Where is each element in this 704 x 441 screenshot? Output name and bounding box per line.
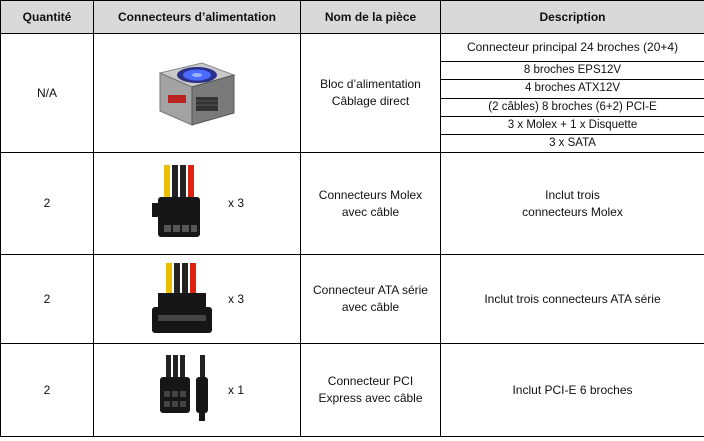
header-row xyxy=(1,1,704,34)
description-cell: (2 câbles) 8 broches (6+2) PCI-E xyxy=(441,98,704,116)
quantity-multiplier: x 3 xyxy=(227,196,244,210)
part-name-line: Connecteur PCI xyxy=(327,374,414,388)
description-cell: 3 x Molex + 1 x Disquette xyxy=(441,116,704,134)
description-line: Inclut trois xyxy=(545,187,600,202)
part-name-cell xyxy=(301,34,441,153)
quantity-cell: N/A xyxy=(1,34,94,153)
header-description: Description xyxy=(441,1,704,34)
description-cell: Inclut trois connecteurs ATA série xyxy=(441,255,704,344)
description-cell: Connecteur principal 24 broches (20+4) xyxy=(441,34,704,62)
part-name-line: Connecteur ATA série xyxy=(313,283,428,297)
table-row xyxy=(1,153,704,255)
quantity-multiplier: x 3 xyxy=(227,291,244,306)
power-supply-image xyxy=(152,53,242,133)
description-cell: 4 broches ATX12V xyxy=(441,80,704,98)
connector-image-cell xyxy=(94,255,301,344)
description-line: connecteurs Molex xyxy=(522,204,623,219)
part-name-line: Câblage direct xyxy=(331,94,410,108)
description-cell: 3 x SATA xyxy=(441,134,704,152)
header-connectors: Connecteurs d’alimentation xyxy=(94,1,301,34)
quantity-cell: 2 xyxy=(1,344,94,437)
description-cell: 8 broches EPS12V xyxy=(441,62,704,80)
table-row xyxy=(1,34,704,62)
connector-image-cell xyxy=(94,344,301,437)
quantity-multiplier: x 1 xyxy=(227,382,244,397)
part-name-line: Bloc d’alimentation xyxy=(320,77,421,91)
molex-connector-image xyxy=(150,163,220,245)
quantity-cell: 2 xyxy=(1,153,94,255)
part-name-cell xyxy=(301,344,441,437)
table-row xyxy=(1,344,704,437)
header-quantity: Quantité xyxy=(1,1,94,34)
part-name-line: Connecteurs Molex xyxy=(318,187,423,202)
part-name-line: avec câble xyxy=(341,300,400,314)
description-cell xyxy=(441,153,704,255)
pcie-connector-image xyxy=(150,351,220,429)
part-name-line: avec câble xyxy=(341,204,400,219)
description-cell: Inclut PCI-E 6 broches xyxy=(441,344,704,437)
connector-image-cell xyxy=(94,34,301,153)
header-part-name: Nom de la pièce xyxy=(301,1,441,34)
part-name-cell xyxy=(301,255,441,344)
part-name-line: Express avec câble xyxy=(318,391,423,405)
table-row xyxy=(1,255,704,344)
sata-connector-image xyxy=(150,261,220,337)
connector-image-cell xyxy=(94,153,301,255)
quantity-cell: 2 xyxy=(1,255,94,344)
part-name-cell xyxy=(301,153,441,255)
